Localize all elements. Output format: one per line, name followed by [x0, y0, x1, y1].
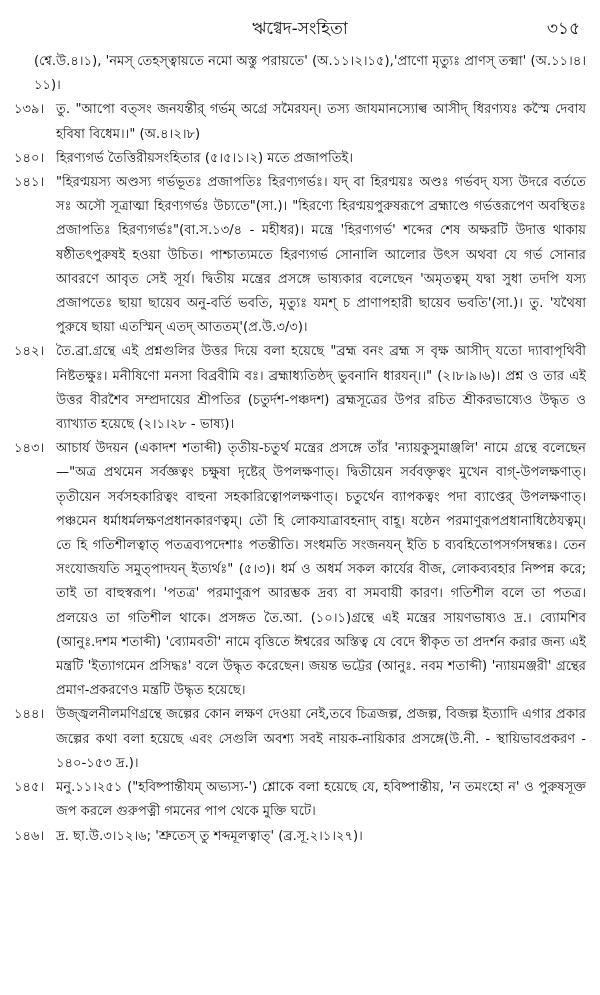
- note-number: ১৩৯।: [14, 102, 45, 118]
- page-number: ৩১৫: [546, 19, 580, 39]
- note-text: উজ্জ্বলনীলমণিগ্রন্থে জল্পের কোন লক্ষণ দেওয়া নেই,তবে চিত্রজল্প, প্রজল্প, বিজল্প ইত্যাদি এগার প্রকার জল্পের কথা বলা হয়েছে এবং সেগুলি অবশ্য সবই নায়ক-নায়িকার প্রসঙ্গে(উ.নী. - স্থায়িভাবপ্রকরণ - ১৪০-১৫৩ দ্র.)।: [56, 707, 586, 771]
- note-142: [14, 340, 586, 437]
- note-text: হিরণ্যগর্ভ তৈত্তিরীয়সংহিতার (৫।৫।১।২) মতে প্রজাপতিই।: [56, 150, 354, 166]
- note-140: [14, 147, 586, 171]
- page-header: [14, 10, 586, 50]
- note-number: ১৪৩।: [14, 441, 45, 457]
- note-text: দ্র. ছা.উ.৩।১২।৬; 'শ্রুতেস্ তু শব্দমূলত্বাত্' (ব্র.সূ.২।১।২৭)।: [56, 828, 363, 844]
- note-144: [14, 703, 586, 776]
- note-number: ১৪৬।: [14, 828, 45, 844]
- running-title: ঋগ্বেদ-সংহিতা: [252, 19, 348, 39]
- note-text: আচার্য উদয়ন (একাদশ শতাব্দী) তৃতীয়-চতুর্থ মন্ত্রের প্রসঙ্গে তাঁর 'ন্যায়কুসুমাঞ্জলি' নামে গ্রন্থে বলেছেন—"অত্র প্রথমেন সর্বজ্ঞত্বং চক্ষুষা দৃষ্টের্ উপলক্ষণাত্। দ্বিতীয়েন সর্ববক্তৃত্বং মুখেন বাগ্-উপলক্ষণাত্। তৃতীয়েন সর্বসহকারিত্বং বাহুনা সহকারিত্বোপলক্ষণাত্। চতুর্থেন ব্যাপকত্বং পদা ব্যাপ্তের্ উপলক্ষণাত্। পঞ্চমেন ধর্মাধর্মলক্ষণপ্রধানকারণত্বম্। তৌ হি লোকযাত্রাবহনাদ্ বাহূ। ষষ্ঠেন পরমাণুরূপপ্রধানাধিষ্ঠেযত্বম্। তে হি গতিশীলত্বাত্ পতত্রব্যপদেশাঃ পতন্তীতি। সংধমতি সংজনযন্ ইতি চ ব্যবহিতোপসর্গসম্বন্ধঃ। তেন সংযোজযতি সমুত্পাদযন্ ইত্যর্থঃ" (৫।৩)। ধর্ম ও অধর্ম সকল কার্যের বীজ, লোকব্যবহার নিষ্পন্ন করে; তাই তা বাহুস্বরূপ। 'পতত্র' পরমাণুরূপ আরম্ভক দ্রব্য বা সমবায়ী কারণ। গতিশীল বলে তা পতত্র। প্রলয়েও তা গতিশীল থাকে। প্রসঙ্গত তৈ.আ. (১০।১)গ্রন্থে এই মন্ত্রের সায়ণভাষ্যও দ্র.। ব্যোমশিব (আনুঃ.দশম শতাব্দী) 'ব্যোমবতী' নামে বৃত্তিতে ঈশ্বরের অস্তিত্ব যে বেদে স্বীকৃত তা প্রদর্শন করার জন্য এই মন্ত্রটি 'ইত্যাগমেন প্রসিদ্ধঃ' বলে উদ্ধৃত করেছেন। জয়ন্ত ভট্টের (আনুঃ. নবম শতাব্দী) 'ন্যায়মঞ্জরী' গ্রন্থের প্রমাণ-প্রকরণেও মন্ত্রটি উদ্ধৃত হয়েছে।: [56, 441, 586, 699]
- note-number: ১৪২।: [14, 344, 45, 360]
- note-number: ১৪০।: [14, 150, 45, 166]
- note-141: [14, 171, 586, 340]
- note-text: "হিরণ্ময়স্য অণ্ডস্য গর্ভভূতঃ প্রজাপতিঃ হিরণ্যগর্ভঃ। যদ্ বা হিরণ্ময়ঃ অণ্ডঃ গর্ভবদ্ যস্য উদরে বর্ততে সঃ অসৌ সূত্রাত্মা হিরণ্যগর্ভঃ উচ্যতে"(সা.)। "হিরণ্যে হিরণ্ময়পুরুষরূপে ব্রহ্মাণ্ডে গর্ভত্তরূপেণ অবস্থিতঃ প্রজাপতিঃ হিরণ্যগর্ভঃ"(বা.স.১৩/৪ - মহীধর)। মন্ত্রে 'হিরণ্যগর্ভ' শব্দের শেষ অক্ষরটি উদাত্ত থাকায় ষষ্ঠীতৎপুরুষই হওয়া উচিত। পাশ্চাত্যমতে হিরণ্যগর্ভ সোনালি আলোর উৎস অথবা যে গর্ভ সোনার আবরণে আবৃত সেই সূর্য। দ্বিতীয় মন্ত্রের প্রসঙ্গে ভাষ্যকার বলেছেন 'অমৃতত্বম্ যদ্বা সুধা তদপি যস্য প্রজাপতেঃ ছায়া ছায়েব অনু-বর্তি ভবতি, মৃত্যুঃ যমশ্ চ প্রাণাপহারী ছায়েব ভবতি'(সা.)। তু. 'যথৈষা পুরুষে ছায়া এতস্মিন্ এতদ্ আততম্'(প্র.উ.৩/৩)।: [56, 175, 586, 336]
- note-number: ১৪১।: [14, 175, 45, 191]
- note-146: [14, 825, 586, 849]
- note-text: তু. "আপো বত্সং জনযন্তীর্ গর্ভম্ অগ্রে সমৈরযন্। তস্য জাযমানস্যোল্ব আসীদ্ ধিরণ্যযঃ কস্মৈ দেবায হবিষা বিধেম।।" (অ.৪।২।৮): [56, 102, 586, 142]
- note-143: [14, 437, 586, 703]
- note-139: [14, 98, 586, 146]
- note-145: [14, 776, 586, 824]
- continued-note-text: (শ্বে.উ.৪।১), 'নমস্ তেহস্ত্বায়তে নমো অস্তু পরায়তে' (অ.১১।২।১৫),'প্রাণো মৃত্যুঃ প্রাণস্ তক্মা' (অ.১১।৪।১১)।: [34, 54, 586, 94]
- notes-list: [14, 50, 586, 849]
- note-number: ১৪৫।: [14, 780, 45, 796]
- note-text: মনু.১১।২৫১ ("হবিষ্পান্তীযম্ অভ্যস্য-') শ্লোকে বলা হয়েছে যে, হবিষ্পান্তীয়, 'ন তমংহো ন' ও পুরুষসূক্ত জপ করলে গুরুপত্নী গমনের পাপ থেকে মুক্তি ঘটে।: [56, 780, 586, 820]
- note-number: ১৪৪।: [14, 707, 45, 723]
- note-text: তৈ.ব্রা.গ্রন্থে এই প্রশ্নগুলির উত্তর দিয়ে বলা হয়েছে "ব্রহ্ম বনং ব্রহ্ম স বৃক্ষ আসীদ্ যতো দ্যাবাপৃথিবী নিষ্টতক্ষুঃ। মনীষিণো মনসা বিব্রবীমি বঃ। ব্রহ্মাধ্যতিষ্ঠদ্ ভুবনানি ধারযন্।।" (২।৮।৯।৬)। প্রশ্ন ও তার এই উত্তর বীরশৈব সম্প্রদায়ের শ্রীপতির (চতুর্দশ-পঞ্চদশ) ব্রহ্মসূত্রের উপর রচিত শ্রীকরভাষ্যেও উদ্ধৃত ও ব্যাখ্যাত হয়েছে (২।১।২৮ - ভাষ্য)।: [56, 344, 586, 433]
